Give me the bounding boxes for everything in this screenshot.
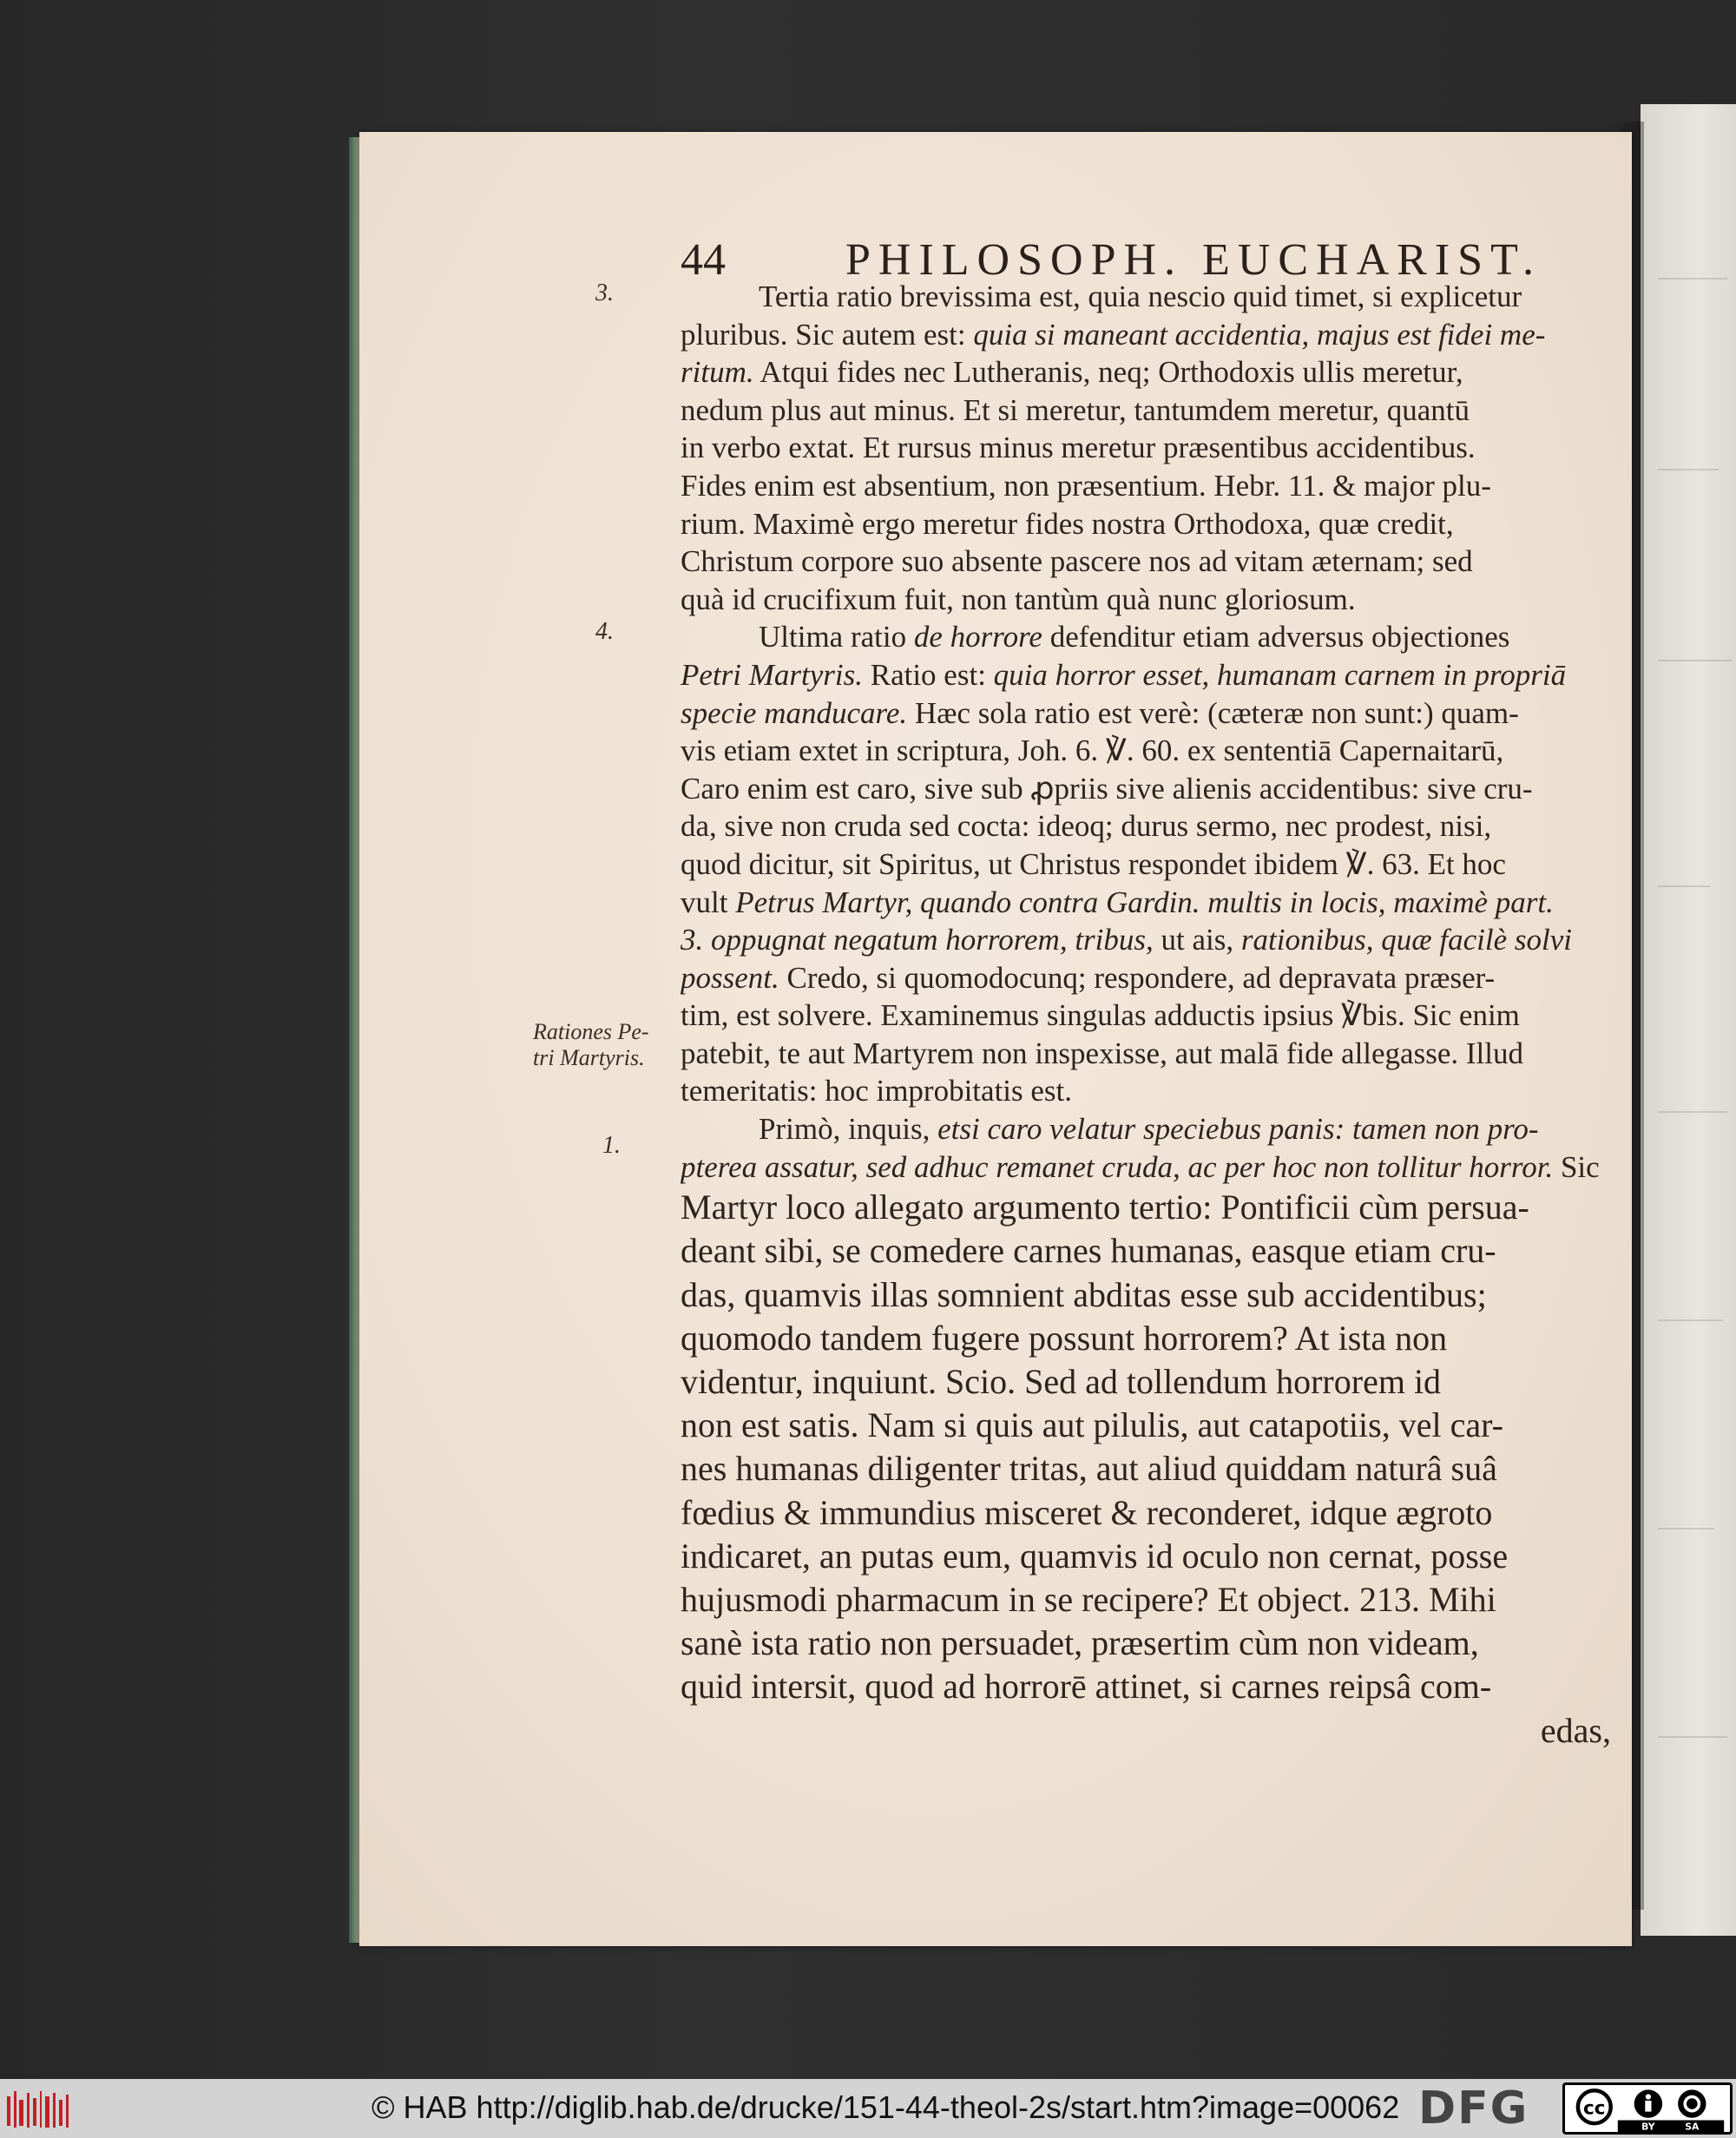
roman-run: Hæc sola ratio est verè: (cæteræ non sunt:) quam- [907,695,1519,730]
text-line [681,1186,1611,1229]
text-line [681,770,1611,808]
facing-text-trace [1658,1528,1714,1529]
text-line [681,921,1611,959]
roman-run: videntur, inquiunt. Scio. Sed ad tollendum horrorem id [681,1362,1442,1401]
roman-run: Martyr loco allegato argumento tertio: Pontificii cùm persua- [681,1187,1529,1227]
roman-run: deant sibi, se comedere carnes humanas, easque etiam cru- [681,1231,1496,1271]
facing-page-edge [1641,104,1736,1936]
text-line [681,1578,1611,1622]
roman-run: Primò, inquis, [759,1112,938,1147]
facing-text-trace [1658,469,1719,470]
roman-run: in verbo extat. Et rursus minus meretur præsentibus accidentibus. [681,431,1476,465]
margin-number: 4. [595,618,614,645]
cc-license-badge[interactable] [1562,2082,1733,2135]
roman-run: nedum plus aut minus. Et si meretur, tantumdem meretur, quantū [681,392,1470,427]
italic-run: de horrore [913,620,1042,655]
roman-run: quà id crucifixum fuit, non tantùm quà nunc gloriosum. [681,582,1356,616]
text-line [681,1273,1611,1317]
running-title: PHILOSOPH. EUCHARIST. [845,235,1542,285]
roman-run: quid intersit, quod ad horrorē attinet, si carnes reipsâ com- [681,1667,1492,1707]
text-line [681,807,1611,845]
italic-run: Petri Martyris. [681,657,863,692]
roman-run: vult [681,885,736,919]
margin-note [533,1019,649,1071]
text-line [681,656,1611,694]
italic-run: quia horror esset, humanam carnem in propriā [993,657,1567,692]
text-line [681,1035,1611,1073]
text-line [681,845,1611,884]
roman-run: Tertia ratio brevissima est, quia nescio quid timet, si explicetur [759,280,1522,313]
roman-run: Fides enim est absentium, non præsentium. Hebr. 11. & major plu- [681,468,1491,503]
roman-run: patebit, te aut Martyrem non inspexisse, aut malā fide allegasse. Illud [681,1036,1523,1070]
italic-run: possent. [681,960,779,995]
roman-run: fœdius & immundius misceret & reconderet, idque ægroto [681,1492,1493,1532]
dfg-logo: DFG [1418,2082,1529,2135]
margin-number: 1. [602,1132,621,1159]
text-line [681,959,1611,997]
roman-run: non est satis. Nam si quis aut pilulis, aut catapotiis, vel car- [681,1405,1503,1445]
facing-text-trace [1658,1319,1723,1321]
text-line [681,1709,1611,1753]
copyright-url[interactable]: © HAB http://diglib.hab.de/drucke/151-44-theol-2s/start.htm?image=00062 [372,2089,1400,2125]
roman-run: defenditur etiam adversus objectiones [1042,620,1510,655]
margin-note-line: Rationes Pe- [533,1019,649,1044]
roman-run: vis etiam extet in scriptura, Joh. 6. ℣. 60. ex sententiā Capernaitarū, [681,733,1504,768]
text-line [681,1665,1611,1708]
text-line [681,1491,1611,1535]
text-line [681,1229,1611,1273]
roman-run: Ultima ratio [759,620,914,655]
text-line [681,467,1611,505]
italic-run: specie manducare. [681,695,908,730]
italic-run: etsi caro velatur speciebus panis: tamen non pro- [937,1112,1539,1147]
text-line [681,1404,1611,1447]
hab-barcode-logo [5,2088,71,2131]
facing-text-trace [1658,885,1710,887]
text-line [681,391,1611,430]
text-line [681,316,1611,354]
italic-run: pterea assatur, sed adhuc remanet cruda, ac per hoc non tollitur horror. [681,1149,1554,1184]
text-line [681,1622,1611,1665]
roman-run: hujusmodi pharmacum in se recipere? Et object. 213. Mihi [681,1579,1496,1619]
text-line [681,429,1611,467]
roman-run: rium. Maximè ergo meretur fides nostra Orthodoxa, quæ credit, [681,506,1454,541]
roman-run: quod dicitur, sit Spiritus, ut Christus respondet ibidem ℣. 63. Et hoc [681,846,1506,881]
roman-run: quomodo tandem fugere possunt horrorem? At ista non [681,1318,1448,1358]
facing-text-trace [1658,660,1732,661]
footer-bar [0,2079,1736,2138]
text-line [681,353,1611,391]
text-line [681,884,1611,922]
roman-run: tim, est solvere. Examinemus singulas adductis ipsius ℣bis. Sic enim [681,998,1520,1033]
roman-run: Christum corpore suo absente pascere nos ad vitam æternam; sed [681,544,1473,579]
text-line [681,997,1611,1035]
text-line [681,1360,1611,1404]
italic-run: 3. oppugnat negatum horrorem, tribus, [681,923,1154,957]
roman-run: nes humanas diligenter tritas, aut aliud quiddam naturâ suâ [681,1449,1497,1489]
roman-run: das, quamvis illas somnient abditas esse sub accidentibus; [681,1274,1487,1314]
margin-note-line: tri Martyris. [533,1045,645,1070]
roman-run: sanè ista ratio non persuadet, præsertim cùm non videam, [681,1623,1479,1663]
italic-run: Petrus Martyr, quando contra Gardin. multis in locis, maximè part. [735,885,1554,919]
facing-text-trace [1658,1111,1727,1113]
text-line [681,543,1611,581]
facing-text-trace [1658,278,1727,280]
italic-run: quia si maneant accidentia, majus est fidei me- [973,317,1546,352]
roman-run: Caro enim est caro, sive sub ꝓpriis sive alienis accidentibus: sive cru- [681,771,1533,806]
body-text [681,278,1611,1753]
text-line [681,1317,1611,1360]
roman-run: ut ais, [1153,923,1241,957]
roman-run: edas, [1540,1710,1611,1750]
text-line [681,1535,1611,1578]
text-line [681,278,1611,316]
text-line [681,505,1611,543]
text-line [681,1072,1611,1110]
license-by: BY [1641,2121,1655,2133]
roman-run: da, sive non cruda sed cocta: ideoq; durus sermo, nec prodest, nisi, [681,809,1492,844]
margin-number: 3. [595,280,614,306]
text-line [681,618,1611,656]
page-number: 44 [681,235,726,285]
text-line [681,694,1611,733]
roman-run: Credo, si quomodocunq; respondere, ad depravata præser- [779,960,1496,995]
text-line [681,1110,1611,1148]
svg-text:cc: cc [1583,2097,1606,2120]
roman-run: Sic [1553,1149,1600,1184]
roman-run: temeritatis: hoc improbitatis est. [681,1074,1073,1108]
italic-run: rationibus, quæ facilè solvi [1240,923,1572,957]
text-line [681,581,1611,619]
roman-run: indicaret, an putas eum, quamvis id oculo non cernat, posse [681,1536,1509,1576]
text-line [681,1148,1611,1187]
italic-run: ritum. [681,355,754,390]
book-page [359,132,1632,1946]
roman-run: pluribus. Sic autem est: [681,317,974,352]
roman-run: Ratio est: [862,657,994,692]
roman-run: Atqui fides nec Lutheranis, neq; Orthodoxis ullis meretur, [753,355,1463,390]
text-line [681,1447,1611,1490]
text-line [681,732,1611,770]
facing-text-trace [1658,1736,1727,1738]
license-sa: SA [1685,2121,1700,2133]
